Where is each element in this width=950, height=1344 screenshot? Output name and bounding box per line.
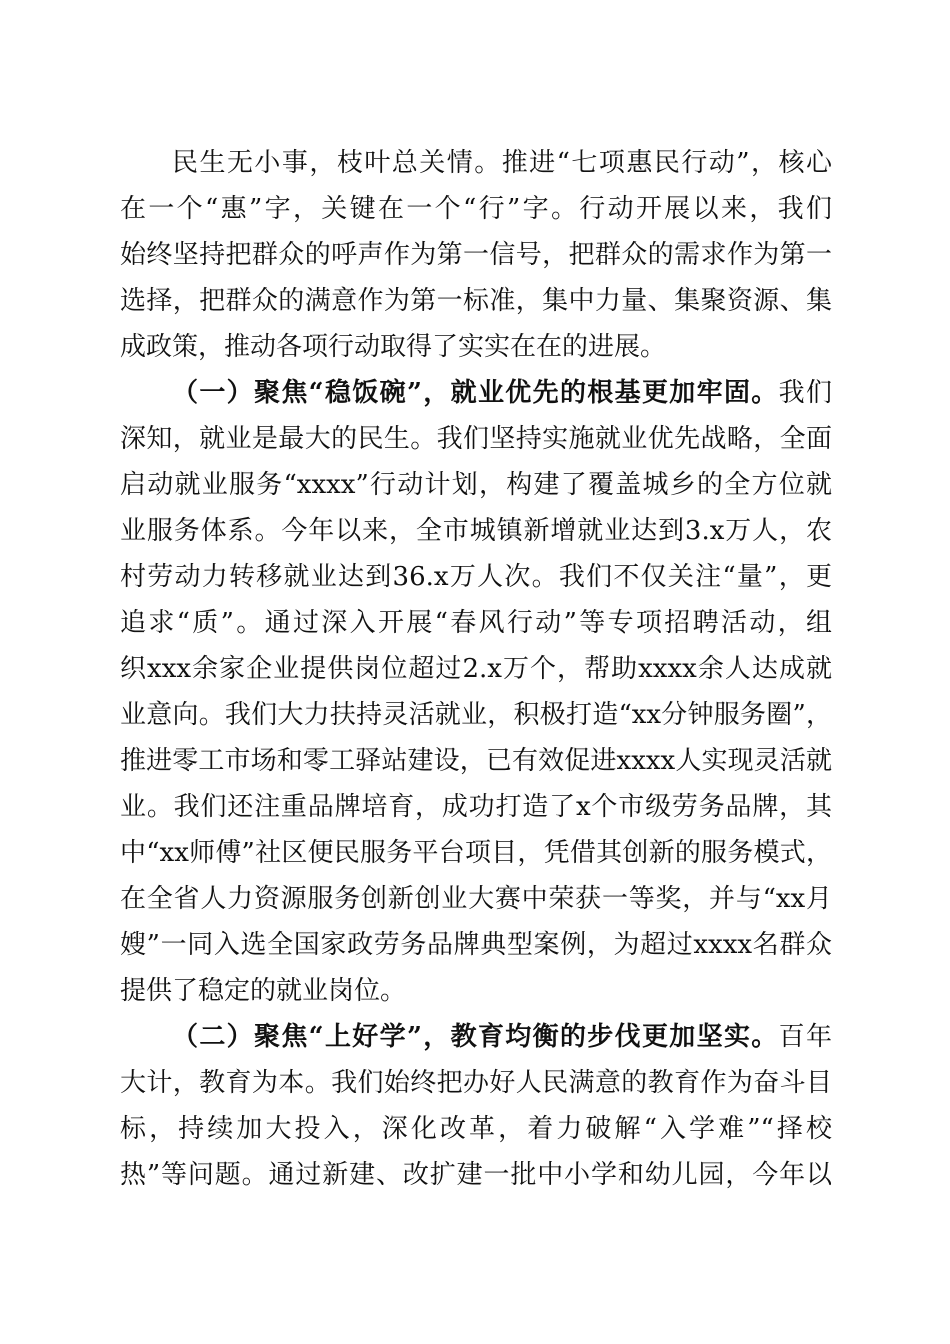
text-line [120, 830, 832, 876]
paragraph-section-employment [120, 370, 832, 1014]
text-segment: 标，持续加大投入，深化改革，着力破解“入学难”“择校 [120, 1114, 832, 1144]
text-segment: 织xxx余家企业提供岗位超过2.x万个，帮助xxxx余人达成就 [120, 654, 832, 684]
text-line [120, 1152, 832, 1198]
text-line [120, 1014, 832, 1060]
text-line [120, 140, 832, 186]
text-line [120, 876, 832, 922]
text-segment: 业。我们还注重品牌培育，成功打造了x个市级劳务品牌，其 [120, 792, 832, 822]
text-segment: 中“xx师傅”社区便民服务平台项目，凭借其创新的服务模式， [120, 838, 832, 868]
text-segment: 选择，把群众的满意作为第一标准，集中力量、集聚资源、集 [120, 286, 832, 316]
text-segment: 成政策，推动各项行动取得了实实在在的进展。 [120, 332, 667, 362]
text-segment: 民生无小事，枝叶总关情。推进“七项惠民行动”，核心 [172, 148, 832, 178]
text-line [120, 416, 832, 462]
text-line [120, 232, 832, 278]
text-segment: 我们 [778, 378, 832, 408]
text-segment: 提供了稳定的就业岗位。 [120, 976, 407, 1006]
document-body [120, 140, 832, 1198]
text-line [120, 922, 832, 968]
text-segment: 百年 [778, 1022, 832, 1052]
section-heading: （一）聚焦“稳饭碗”，就业优先的根基更加牢固。 [172, 378, 779, 408]
text-segment: 村劳动力转移就业达到36.x万人次。我们不仅关注“量”，更 [120, 562, 832, 592]
text-line [120, 968, 832, 1014]
text-line [120, 462, 832, 508]
text-line [120, 738, 832, 784]
text-segment: 深知，就业是最大的民生。我们坚持实施就业优先战略，全面 [120, 424, 832, 454]
text-line [120, 600, 832, 646]
text-line [120, 324, 832, 370]
text-segment: 业服务体系。今年以来，全市城镇新增就业达到3.x万人，农 [120, 516, 832, 546]
text-segment: 大计，教育为本。我们始终把办好人民满意的教育作为奋斗目 [120, 1068, 832, 1098]
text-segment: 热”等问题。通过新建、改扩建一批中小学和幼儿园，今年以 [120, 1160, 832, 1190]
paragraph-intro [120, 140, 832, 370]
text-segment: 追求“质”。通过深入开展“春风行动”等专项招聘活动，组 [120, 608, 832, 638]
text-line [120, 692, 832, 738]
text-line [120, 1060, 832, 1106]
text-line [120, 186, 832, 232]
text-segment: 嫂”一同入选全国家政劳务品牌典型案例，为超过xxxx名群众 [120, 930, 832, 960]
text-line [120, 370, 832, 416]
text-line [120, 646, 832, 692]
text-line [120, 1106, 832, 1152]
text-line [120, 278, 832, 324]
text-line [120, 508, 832, 554]
text-segment: 在一个“惠”字，关键在一个“行”字。行动开展以来，我们 [120, 194, 832, 224]
text-segment: 启动就业服务“xxxx”行动计划，构建了覆盖城乡的全方位就 [120, 470, 832, 500]
text-segment: 业意向。我们大力扶持灵活就业，积极打造“xx分钟服务圈”， [120, 700, 832, 730]
text-segment: 推进零工市场和零工驿站建设，已有效促进xxxx人实现灵活就 [120, 746, 832, 776]
paragraph-section-education [120, 1014, 832, 1198]
text-line [120, 784, 832, 830]
text-segment: 始终坚持把群众的呼声作为第一信号，把群众的需求作为第一 [120, 240, 832, 270]
section-heading: （二）聚焦“上好学”，教育均衡的步伐更加坚实。 [172, 1022, 779, 1052]
text-line [120, 554, 832, 600]
text-segment: 在全省人力资源服务创新创业大赛中荣获一等奖，并与“xx月 [120, 884, 832, 914]
